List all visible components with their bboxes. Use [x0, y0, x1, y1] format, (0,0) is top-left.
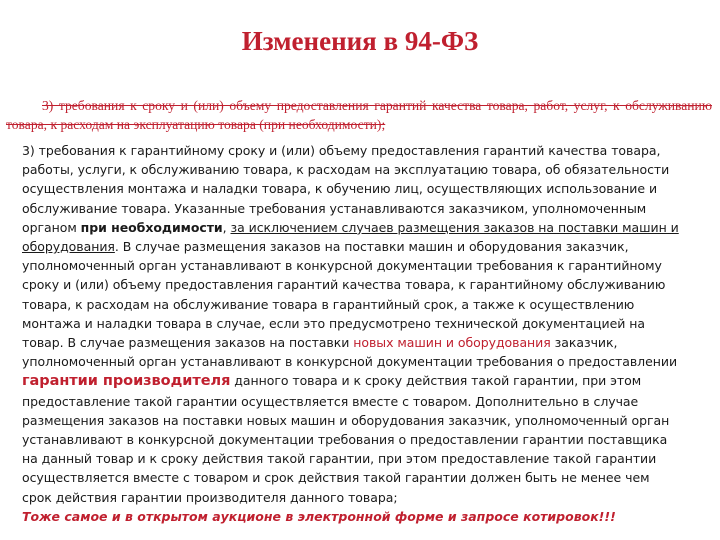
body-part-1: 3) требования к гарантийному сроку и (или) объему предоставления гарантий качества товара, работы, услуги, к обслуживанию товара, к расходам на эксплуатацию товара, об обязательности осуществления монтажа и наладки товара, к обучению лиц, осуществляющих использование и обслуживание товара. Указанные требования устанавливаются заказчиком, уполномоченным органом [22, 143, 670, 235]
body-red-phrase: новых машин и оборудования [353, 335, 551, 351]
body-underlined-phrase: за исключением случаев размещения заказов на поставки машин и оборудования [22, 219, 679, 255]
body-part-2: , [222, 219, 231, 235]
body-manufacturer-guarantee: гарантии производителя [22, 373, 231, 390]
body-bold-phrase: при необходимости [80, 219, 223, 235]
old-text-struck: 3) требования к сроку и (или) объему предоставления гарантий качества товара, работ, услуг, к обслуживанию товара, к расходам на эксплуатацию товара (при необходимости); [6, 98, 712, 132]
final-note: Тоже самое и в открытом аукционе в электронной форме и запросе котировок!!! [22, 509, 616, 524]
body-part-4: заказчик, уполномоченный орган устанавливают в конкурсной документации требования о предоставлении [22, 335, 678, 370]
body-part-5: данного товара и к сроку действия такой гарантии, при этом предоставление такой гарантии осуществляется вместе с товаром. Дополнительно в случае размещения заказов на поставки новых машин и оборудования заказчик, уполномоченный орган устанавливают в конкурсной документации требования о предоставлении гарантии поставщика на данный товар и к сроку действия такой гарантии, при этом предоставление такой гарантии осуществляется вместе с товаром и срок действия такой гарантии должен быть не менее чем срок действия гарантии производителя данного товара; [22, 373, 670, 505]
body-part-3: . В случае размещения заказов на поставки машин и оборудования заказчик, уполномоченный орган устанавливают в конкурсной документации требования к гарантийному сроку и (или) объему предоставления гарантий качества товара, к гарантийному обслуживанию товара, к расходам на обслуживание товара в гарантийный срок, а также к осуществлению монтажа и наладки товара в случае, если это предусмотрено технической документацией на товар. В случае размещения заказов на поставки [22, 239, 666, 351]
new-text-body [22, 141, 682, 507]
slide-title: Изменения в 94-ФЗ [241, 26, 479, 56]
